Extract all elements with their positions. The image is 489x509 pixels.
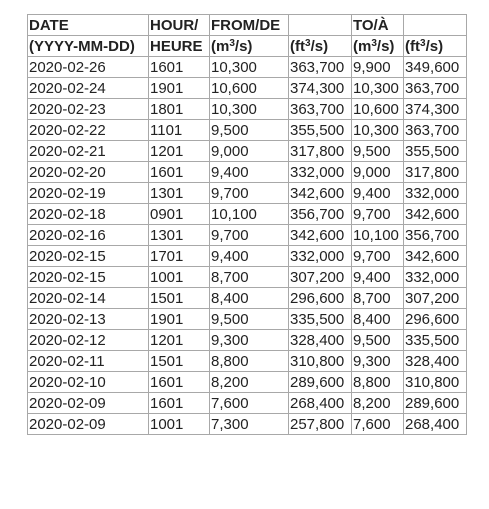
cell-from-m3: 10,600 <box>210 78 289 99</box>
unit-suffix: /s) <box>425 37 444 55</box>
cell-from-ft3: 356,700 <box>289 204 352 225</box>
cell-to-ft3: 355,500 <box>404 141 467 162</box>
cell-date: 2020-02-26 <box>28 57 149 78</box>
cell-to-m3: 8,800 <box>352 372 404 393</box>
cell-from-m3: 9,500 <box>210 309 289 330</box>
cell-from-ft3: 257,800 <box>289 414 352 435</box>
cell-to-ft3: 335,500 <box>404 330 467 351</box>
cell-to-m3: 9,700 <box>352 246 404 267</box>
cell-date: 2020-02-18 <box>28 204 149 225</box>
cell-from-ft3: 296,600 <box>289 288 352 309</box>
cell-to-ft3: 296,600 <box>404 309 467 330</box>
cell-to-m3: 8,200 <box>352 393 404 414</box>
header-to: TO/À <box>352 15 404 36</box>
cell-date: 2020-02-09 <box>28 393 149 414</box>
cell-to-ft3: 289,600 <box>404 393 467 414</box>
table-row <box>28 120 467 141</box>
cell-to-m3: 10,100 <box>352 225 404 246</box>
cell-to-m3: 9,700 <box>352 204 404 225</box>
cell-to-ft3: 363,700 <box>404 120 467 141</box>
table-row <box>28 246 467 267</box>
unit-prefix: (m <box>353 37 372 55</box>
cell-to-m3: 9,900 <box>352 57 404 78</box>
cell-from-m3: 9,700 <box>210 225 289 246</box>
cell-from-ft3: 328,400 <box>289 330 352 351</box>
cell-hour: 1001 <box>149 414 210 435</box>
cell-hour: 1001 <box>149 267 210 288</box>
unit-prefix: (ft <box>405 37 420 55</box>
cell-from-m3: 8,800 <box>210 351 289 372</box>
unit-superscript: 3 <box>229 37 235 49</box>
cell-date: 2020-02-21 <box>28 141 149 162</box>
cell-from-m3: 9,400 <box>210 246 289 267</box>
cell-to-m3: 9,400 <box>352 183 404 204</box>
cell-to-ft3: 356,700 <box>404 225 467 246</box>
cell-from-m3: 8,400 <box>210 288 289 309</box>
cell-hour: 1601 <box>149 372 210 393</box>
cell-to-m3: 9,400 <box>352 267 404 288</box>
cell-hour: 1601 <box>149 57 210 78</box>
table-row <box>28 288 467 309</box>
cell-from-ft3: 307,200 <box>289 267 352 288</box>
cell-date: 2020-02-09 <box>28 414 149 435</box>
unit-prefix: (ft <box>290 37 305 55</box>
table-row <box>28 351 467 372</box>
cell-hour: 1301 <box>149 225 210 246</box>
cell-from-ft3: 363,700 <box>289 99 352 120</box>
cell-to-m3: 8,400 <box>352 309 404 330</box>
cell-to-ft3: 332,000 <box>404 183 467 204</box>
cell-hour: 0901 <box>149 204 210 225</box>
cell-from-m3: 10,300 <box>210 57 289 78</box>
cell-hour: 1601 <box>149 162 210 183</box>
cell-from-ft3: 342,600 <box>289 225 352 246</box>
header-from-ft3 <box>289 36 352 57</box>
unit-suffix: /s) <box>310 37 329 55</box>
cell-to-m3: 9,300 <box>352 351 404 372</box>
header-hour-fr: HEURE <box>149 36 210 57</box>
cell-date: 2020-02-11 <box>28 351 149 372</box>
cell-to-ft3: 342,600 <box>404 246 467 267</box>
cell-hour: 1901 <box>149 309 210 330</box>
table-row <box>28 309 467 330</box>
cell-to-m3: 8,700 <box>352 288 404 309</box>
cell-to-ft3: 268,400 <box>404 414 467 435</box>
cell-from-m3: 8,700 <box>210 267 289 288</box>
header-date: DATE <box>28 15 149 36</box>
cell-from-ft3: 342,600 <box>289 183 352 204</box>
header-to-ft3 <box>404 36 467 57</box>
cell-from-m3: 9,500 <box>210 120 289 141</box>
cell-to-ft3: 332,000 <box>404 267 467 288</box>
cell-to-m3: 9,000 <box>352 162 404 183</box>
header-to-blank <box>404 15 467 36</box>
table-row <box>28 183 467 204</box>
cell-hour: 1101 <box>149 120 210 141</box>
cell-date: 2020-02-19 <box>28 183 149 204</box>
cell-date: 2020-02-22 <box>28 120 149 141</box>
cell-from-m3: 9,700 <box>210 183 289 204</box>
table-row <box>28 162 467 183</box>
cell-to-m3: 7,600 <box>352 414 404 435</box>
unit-superscript: 3 <box>420 37 426 49</box>
table-row <box>28 57 467 78</box>
cell-date: 2020-02-24 <box>28 78 149 99</box>
cell-to-ft3: 342,600 <box>404 204 467 225</box>
flow-table-container <box>27 14 467 435</box>
cell-hour: 1901 <box>149 78 210 99</box>
cell-hour: 1301 <box>149 183 210 204</box>
cell-to-ft3: 374,300 <box>404 99 467 120</box>
cell-from-m3: 7,300 <box>210 414 289 435</box>
cell-to-ft3: 363,700 <box>404 78 467 99</box>
cell-from-ft3: 355,500 <box>289 120 352 141</box>
cell-from-ft3: 332,000 <box>289 162 352 183</box>
header-from-blank <box>289 15 352 36</box>
table-row <box>28 78 467 99</box>
cell-to-ft3: 310,800 <box>404 372 467 393</box>
cell-date: 2020-02-15 <box>28 267 149 288</box>
cell-date: 2020-02-14 <box>28 288 149 309</box>
cell-from-m3: 10,300 <box>210 99 289 120</box>
cell-hour: 1501 <box>149 351 210 372</box>
cell-from-ft3: 374,300 <box>289 78 352 99</box>
cell-from-ft3: 310,800 <box>289 351 352 372</box>
unit-prefix: (m <box>211 37 230 55</box>
table-row <box>28 414 467 435</box>
cell-to-ft3: 307,200 <box>404 288 467 309</box>
cell-to-m3: 10,300 <box>352 120 404 141</box>
cell-date: 2020-02-20 <box>28 162 149 183</box>
flow-change-table <box>27 14 467 435</box>
header-to-m3 <box>352 36 404 57</box>
unit-superscript: 3 <box>305 37 311 49</box>
cell-to-m3: 9,500 <box>352 330 404 351</box>
unit-superscript: 3 <box>371 37 377 49</box>
unit-suffix: /s) <box>376 37 395 55</box>
header-row-titles <box>28 15 467 36</box>
cell-to-ft3: 328,400 <box>404 351 467 372</box>
header-date-format: (YYYY-MM-DD) <box>28 36 149 57</box>
cell-from-ft3: 335,500 <box>289 309 352 330</box>
table-row <box>28 393 467 414</box>
cell-to-m3: 9,500 <box>352 141 404 162</box>
cell-from-m3: 10,100 <box>210 204 289 225</box>
cell-from-ft3: 317,800 <box>289 141 352 162</box>
table-row <box>28 372 467 393</box>
cell-from-m3: 9,300 <box>210 330 289 351</box>
header-hour: HOUR/ <box>149 15 210 36</box>
cell-hour: 1201 <box>149 141 210 162</box>
cell-date: 2020-02-13 <box>28 309 149 330</box>
header-row-units <box>28 36 467 57</box>
cell-from-m3: 7,600 <box>210 393 289 414</box>
cell-hour: 1201 <box>149 330 210 351</box>
cell-from-ft3: 363,700 <box>289 57 352 78</box>
cell-hour: 1501 <box>149 288 210 309</box>
cell-hour: 1701 <box>149 246 210 267</box>
cell-to-m3: 10,300 <box>352 78 404 99</box>
cell-from-ft3: 332,000 <box>289 246 352 267</box>
cell-to-ft3: 317,800 <box>404 162 467 183</box>
table-row <box>28 330 467 351</box>
cell-hour: 1801 <box>149 99 210 120</box>
cell-to-ft3: 349,600 <box>404 57 467 78</box>
table-header <box>28 15 467 57</box>
table-row <box>28 204 467 225</box>
cell-hour: 1601 <box>149 393 210 414</box>
table-row <box>28 141 467 162</box>
cell-date: 2020-02-23 <box>28 99 149 120</box>
cell-from-ft3: 268,400 <box>289 393 352 414</box>
cell-from-m3: 9,400 <box>210 162 289 183</box>
table-row <box>28 267 467 288</box>
unit-suffix: /s) <box>234 37 253 55</box>
cell-date: 2020-02-16 <box>28 225 149 246</box>
cell-from-m3: 8,200 <box>210 372 289 393</box>
header-from: FROM/DE <box>210 15 289 36</box>
cell-from-ft3: 289,600 <box>289 372 352 393</box>
cell-date: 2020-02-15 <box>28 246 149 267</box>
table-body <box>28 57 467 435</box>
cell-to-m3: 10,600 <box>352 99 404 120</box>
header-from-m3 <box>210 36 289 57</box>
table-row <box>28 99 467 120</box>
table-row <box>28 225 467 246</box>
cell-from-m3: 9,000 <box>210 141 289 162</box>
cell-date: 2020-02-12 <box>28 330 149 351</box>
cell-date: 2020-02-10 <box>28 372 149 393</box>
